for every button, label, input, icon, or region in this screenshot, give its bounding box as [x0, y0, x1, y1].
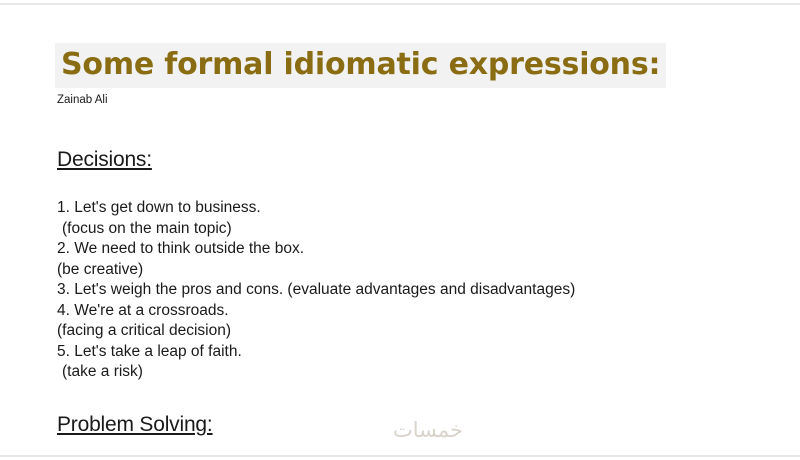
page-title: Some formal idiomatic expressions: [55, 43, 666, 88]
list-item: (facing a critical decision) [57, 322, 232, 339]
list-item: 2. We need to think outside the box. [57, 240, 305, 257]
section-heading-problem-solving: Problem Solving: [57, 413, 213, 436]
list-item: 5. Let's take a leap of faith. [57, 342, 242, 360]
list-item: (focus on the main topic) [62, 219, 232, 237]
section-heading-decisions: Decisions: [57, 148, 152, 171]
watermark-text: خمسات [393, 418, 464, 442]
list-item: (be creative) [57, 260, 144, 278]
list-item: 1. Let's get down to business. [57, 199, 261, 216]
decisions-list [57, 198, 747, 383]
document-content [55, 0, 755, 460]
author-name: Zainab Ali [57, 94, 108, 106]
list-item: 3. Let's weigh the pros and cons. (evaluate advantages and disadvantages) [57, 281, 576, 298]
list-item: 4. We're at a crossroads. [57, 301, 229, 319]
list-item: (take a risk) [62, 363, 143, 380]
